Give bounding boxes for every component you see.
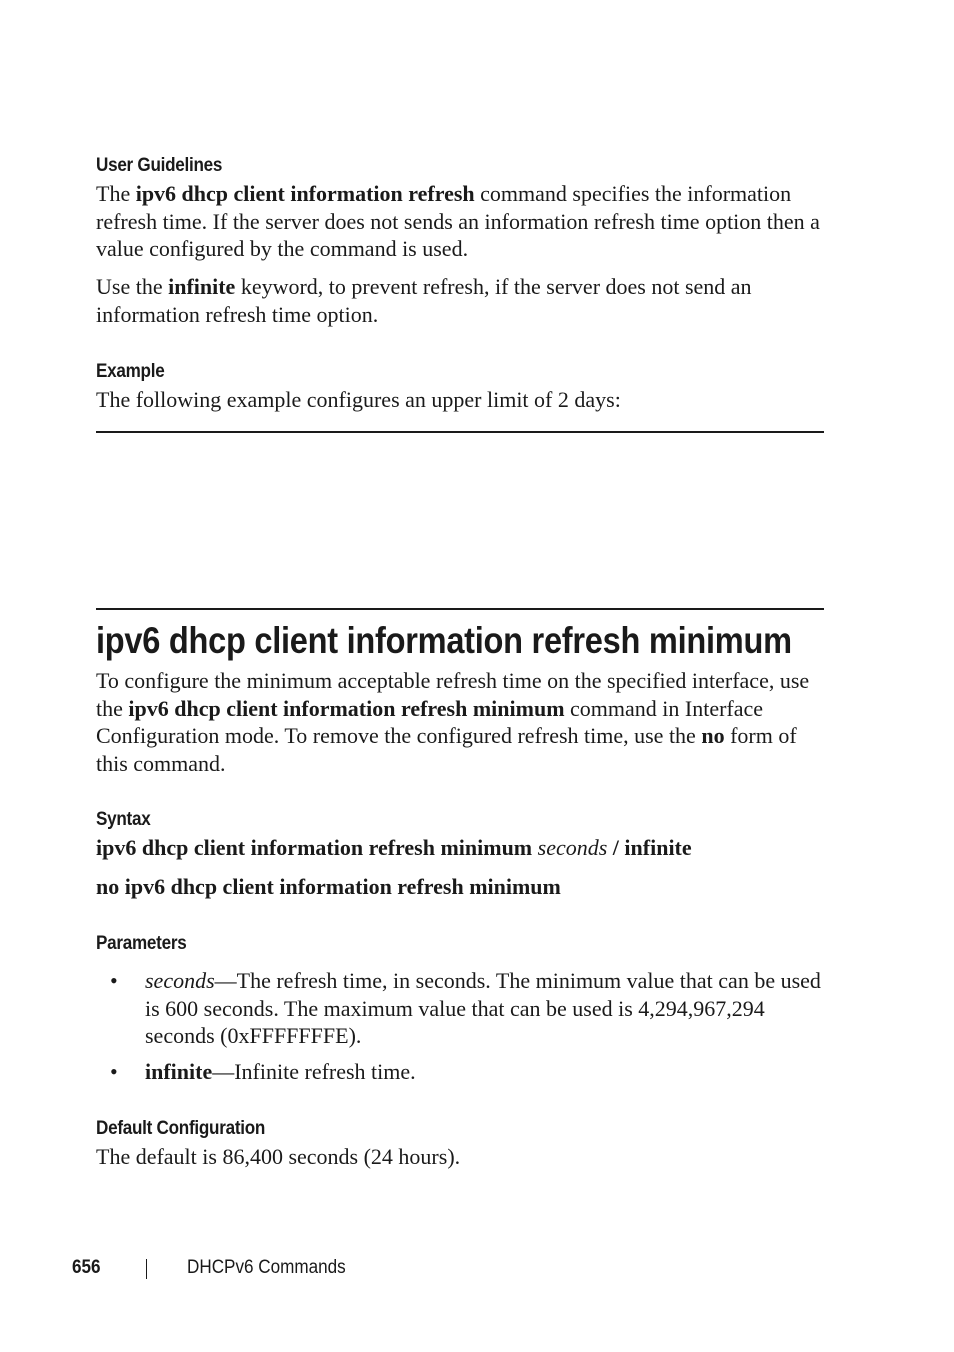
command-name: no ipv6 dhcp client information refresh minimum — [96, 874, 561, 899]
text-span: Use the — [96, 274, 169, 299]
footer-separator — [146, 1259, 147, 1279]
text-span: keyword, to prevent refresh, if the server does not send an information refresh time option. — [96, 274, 752, 327]
text-span: To configure the minimum acceptable refresh time on the specified interface, use the — [96, 668, 810, 721]
chapter-title: DHCPv6 Commands — [187, 1257, 346, 1278]
list-item — [96, 967, 826, 1051]
user-guidelines-paragraph-1 — [96, 180, 826, 263]
keyword: no — [701, 723, 725, 748]
syntax-heading: Syntax — [96, 809, 151, 830]
syntax-line-1 — [96, 834, 692, 861]
page-number: 656 — [72, 1257, 101, 1278]
example-divider — [96, 431, 824, 433]
section-intro — [96, 667, 826, 777]
command-name: ipv6 dhcp client information refresh minimum — [96, 835, 533, 860]
list-item-text — [145, 967, 825, 1050]
parameter-description: —The refresh time, in seconds. The minimum value that can be used is 600 seconds. The maximum value that can be used is 4,294,967,294 seconds (0xFFFFFFFE). — [145, 968, 821, 1048]
user-guidelines-heading: User Guidelines — [96, 155, 223, 176]
parameter-name: seconds — [145, 968, 215, 993]
argument: seconds — [537, 835, 608, 860]
example-text: The following example configures an upper limit of 2 days: — [96, 387, 621, 412]
bullet: • — [110, 1059, 118, 1084]
text-span: command specifies the information refresh time. If the server does not sends an information refresh time option then a value configured by the command is used. — [96, 181, 820, 261]
default-configuration-heading: Default Configuration — [96, 1118, 266, 1139]
parameter-name: infinite — [145, 1059, 213, 1084]
keyword: infinite — [624, 835, 692, 860]
command-name: ipv6 dhcp client information refresh minimum — [128, 695, 565, 721]
section-title: ipv6 dhcp client information refresh minimum — [96, 620, 792, 661]
keyword: infinite — [168, 274, 236, 299]
user-guidelines-paragraph-2 — [96, 273, 826, 328]
list-item — [96, 1058, 826, 1086]
text-span: The — [96, 181, 136, 206]
parameter-description: —Infinite refresh time. — [212, 1059, 416, 1084]
separator: / — [607, 835, 625, 860]
list-item-text — [145, 1058, 825, 1086]
bullet: • — [110, 968, 118, 993]
syntax-line-2 — [96, 873, 561, 900]
parameters-heading: Parameters — [96, 933, 187, 954]
command-name: ipv6 dhcp client information refresh — [135, 181, 475, 206]
text-span: form of this command. — [96, 723, 797, 776]
example-heading: Example — [96, 361, 165, 382]
section-divider — [96, 608, 824, 610]
default-configuration-text: The default is 86,400 seconds (24 hours). — [96, 1144, 461, 1169]
text-span: command in Interface Configuration mode. To remove the configured refresh time, use the — [96, 695, 764, 748]
